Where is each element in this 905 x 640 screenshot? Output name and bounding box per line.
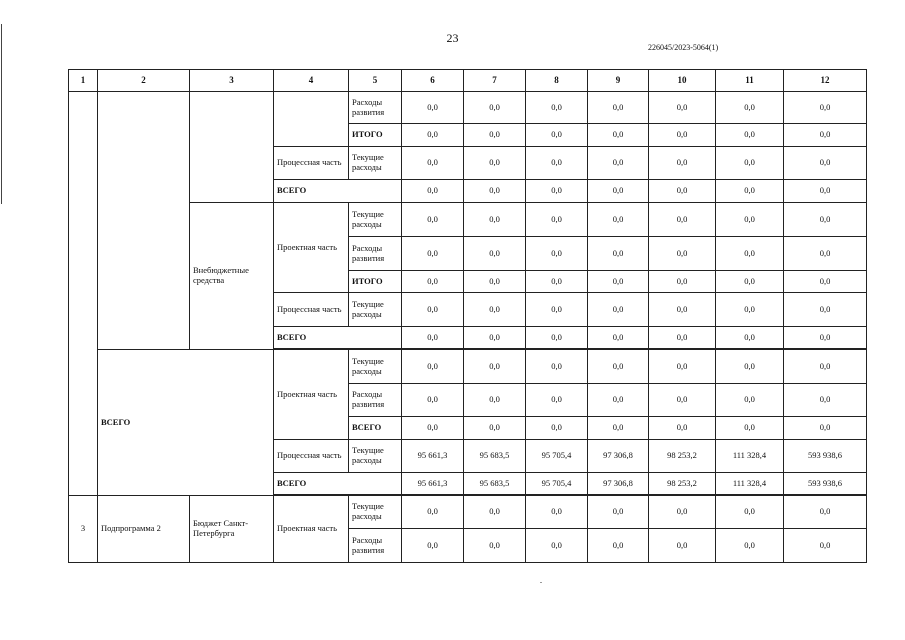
cost-type-label: Текущие расходы (349, 293, 402, 327)
table-row (69, 92, 867, 124)
col-header: 6 (402, 70, 464, 92)
col-header: 12 (784, 70, 867, 92)
value-cell: 0,0 (649, 529, 716, 563)
col-header: 11 (716, 70, 784, 92)
col-header: 10 (649, 70, 716, 92)
cost-type-label: Текущие расходы (349, 496, 402, 529)
value-cell: 0,0 (526, 529, 588, 563)
value-cell: 98 253,2 (649, 473, 716, 495)
row-index: 3 (69, 496, 98, 563)
value-cell: 0,0 (588, 271, 649, 293)
scan-edge-mark (1, 24, 2, 204)
value-cell: 0,0 (402, 237, 464, 271)
value-cell: 0,0 (716, 203, 784, 237)
value-cell: 0,0 (784, 237, 867, 271)
value-cell: 0,0 (784, 350, 867, 384)
part-label: Проектная часть (274, 496, 349, 563)
vsego-label: ВСЕГО (274, 327, 402, 349)
value-cell: 0,0 (588, 147, 649, 180)
col-header: 7 (464, 70, 526, 92)
value-cell: 0,0 (464, 496, 526, 529)
value-cell: 0,0 (526, 350, 588, 384)
itogo-label: ИТОГО (349, 271, 402, 293)
value-cell: 0,0 (649, 124, 716, 147)
program-cell (98, 92, 190, 350)
col-header: 8 (526, 70, 588, 92)
value-cell: 0,0 (402, 203, 464, 237)
value-cell: 0,0 (588, 496, 649, 529)
value-cell: 0,0 (716, 327, 784, 349)
value-cell: 0,0 (716, 384, 784, 417)
value-cell: 0,0 (588, 327, 649, 349)
value-cell: 111 328,4 (716, 473, 784, 495)
itogo-label: ИТОГО (349, 124, 402, 147)
value-cell: 0,0 (588, 180, 649, 203)
value-cell: 95 705,4 (526, 440, 588, 473)
vsego-label: ВСЕГО (349, 417, 402, 440)
value-cell: 95 661,3 (402, 473, 464, 495)
value-cell: 0,0 (464, 529, 526, 563)
value-cell: 0,0 (716, 92, 784, 124)
value-cell: 0,0 (716, 237, 784, 271)
value-cell: 0,0 (464, 271, 526, 293)
cost-type-label: Текущие расходы (349, 147, 402, 180)
col-header: 4 (274, 70, 349, 92)
value-cell: 111 328,4 (716, 440, 784, 473)
index-cell (69, 92, 98, 496)
value-cell: 0,0 (784, 327, 867, 349)
value-cell: 0,0 (402, 124, 464, 147)
value-cell: 0,0 (649, 350, 716, 384)
value-cell: 0,0 (649, 271, 716, 293)
value-cell: 0,0 (716, 496, 784, 529)
value-cell: 0,0 (649, 180, 716, 203)
value-cell: 0,0 (464, 350, 526, 384)
value-cell: 0,0 (526, 203, 588, 237)
value-cell: 0,0 (402, 496, 464, 529)
value-cell: 0,0 (402, 384, 464, 417)
value-cell: 0,0 (784, 92, 867, 124)
scan-artifact (540, 582, 542, 583)
value-cell: 0,0 (526, 147, 588, 180)
value-cell: 0,0 (784, 293, 867, 327)
value-cell: 0,0 (784, 147, 867, 180)
value-cell: 95 705,4 (526, 473, 588, 495)
value-cell: 0,0 (464, 124, 526, 147)
value-cell: 593 938,6 (784, 440, 867, 473)
value-cell: 97 306,8 (588, 440, 649, 473)
value-cell: 0,0 (464, 147, 526, 180)
value-cell: 0,0 (402, 92, 464, 124)
cost-type-label: Текущие расходы (349, 203, 402, 237)
value-cell: 0,0 (526, 417, 588, 440)
value-cell: 0,0 (402, 327, 464, 349)
col-header: 2 (98, 70, 190, 92)
value-cell: 0,0 (716, 417, 784, 440)
cost-type-label: Расходы развития (349, 237, 402, 271)
value-cell: 0,0 (588, 124, 649, 147)
cost-type-label: Расходы развития (349, 529, 402, 563)
value-cell: 0,0 (649, 417, 716, 440)
value-cell: 0,0 (784, 124, 867, 147)
page-number: 23 (446, 31, 459, 45)
value-cell: 97 306,8 (588, 473, 649, 495)
value-cell: 0,0 (716, 124, 784, 147)
value-cell: 0,0 (784, 180, 867, 203)
part-label: Проектная часть (274, 350, 349, 440)
value-cell: 0,0 (716, 350, 784, 384)
part-label: Проектная часть (274, 203, 349, 293)
value-cell: 0,0 (526, 293, 588, 327)
value-cell: 0,0 (649, 147, 716, 180)
value-cell: 0,0 (526, 384, 588, 417)
value-cell: 0,0 (588, 203, 649, 237)
value-cell: 0,0 (464, 203, 526, 237)
source-label: Бюджет Санкт-Петербурга (190, 496, 274, 563)
value-cell: 0,0 (649, 237, 716, 271)
value-cell: 0,0 (526, 327, 588, 349)
value-cell: 95 683,5 (464, 440, 526, 473)
cost-type-label: Расходы развития (349, 384, 402, 417)
header-row (69, 70, 867, 92)
value-cell: 0,0 (464, 384, 526, 417)
value-cell: 0,0 (402, 147, 464, 180)
value-cell: 0,0 (402, 417, 464, 440)
value-cell: 0,0 (464, 327, 526, 349)
value-cell: 0,0 (526, 180, 588, 203)
cost-type-label: Расходы развития (349, 92, 402, 124)
value-cell: 0,0 (649, 92, 716, 124)
value-cell: 0,0 (464, 237, 526, 271)
budget-table (68, 69, 867, 563)
value-cell: 0,0 (464, 180, 526, 203)
value-cell: 0,0 (402, 529, 464, 563)
value-cell: 0,0 (649, 327, 716, 349)
part-cell (274, 92, 349, 147)
source-label: Внебюджетные средства (190, 203, 274, 350)
col-header: 9 (588, 70, 649, 92)
value-cell: 0,0 (784, 417, 867, 440)
value-cell: 0,0 (464, 92, 526, 124)
part-label: Процессная часть (274, 293, 349, 327)
program-label: Подпрограмма 2 (98, 496, 190, 563)
value-cell: 0,0 (649, 293, 716, 327)
table-row (69, 350, 867, 384)
value-cell: 0,0 (716, 147, 784, 180)
total-block-label: ВСЕГО (98, 350, 274, 496)
value-cell: 0,0 (464, 417, 526, 440)
part-label: Процессная часть (274, 147, 349, 180)
value-cell: 0,0 (402, 293, 464, 327)
value-cell: 0,0 (716, 271, 784, 293)
value-cell: 0,0 (588, 237, 649, 271)
source-cell (190, 92, 274, 203)
value-cell: 0,0 (526, 124, 588, 147)
value-cell: 98 253,2 (649, 440, 716, 473)
value-cell: 0,0 (588, 350, 649, 384)
value-cell: 0,0 (526, 496, 588, 529)
value-cell: 0,0 (716, 529, 784, 563)
value-cell: 0,0 (649, 203, 716, 237)
value-cell: 0,0 (526, 92, 588, 124)
value-cell: 0,0 (588, 92, 649, 124)
col-header: 1 (69, 70, 98, 92)
table-row (69, 496, 867, 529)
vsego-label: ВСЕГО (274, 180, 402, 203)
value-cell: 0,0 (784, 496, 867, 529)
value-cell: 0,0 (784, 203, 867, 237)
vsego-label: ВСЕГО (274, 473, 402, 495)
value-cell: 0,0 (716, 180, 784, 203)
part-label: Процессная часть (274, 440, 349, 473)
value-cell: 0,0 (526, 271, 588, 293)
value-cell: 0,0 (649, 384, 716, 417)
value-cell: 0,0 (784, 384, 867, 417)
document-id: 226045/2023-5064(1) (648, 43, 719, 52)
value-cell: 0,0 (402, 350, 464, 384)
value-cell: 593 938,6 (784, 473, 867, 495)
value-cell: 0,0 (588, 384, 649, 417)
value-cell: 0,0 (402, 271, 464, 293)
col-header: 5 (349, 70, 402, 92)
value-cell: 0,0 (716, 293, 784, 327)
value-cell: 0,0 (464, 293, 526, 327)
cost-type-label: Текущие расходы (349, 440, 402, 473)
value-cell: 0,0 (588, 529, 649, 563)
cost-type-label: Текущие расходы (349, 350, 402, 384)
value-cell: 0,0 (526, 237, 588, 271)
value-cell: 0,0 (784, 529, 867, 563)
value-cell: 95 661,3 (402, 440, 464, 473)
value-cell: 0,0 (588, 293, 649, 327)
value-cell: 0,0 (402, 180, 464, 203)
col-header: 3 (190, 70, 274, 92)
value-cell: 0,0 (784, 271, 867, 293)
value-cell: 95 683,5 (464, 473, 526, 495)
value-cell: 0,0 (588, 417, 649, 440)
value-cell: 0,0 (649, 496, 716, 529)
